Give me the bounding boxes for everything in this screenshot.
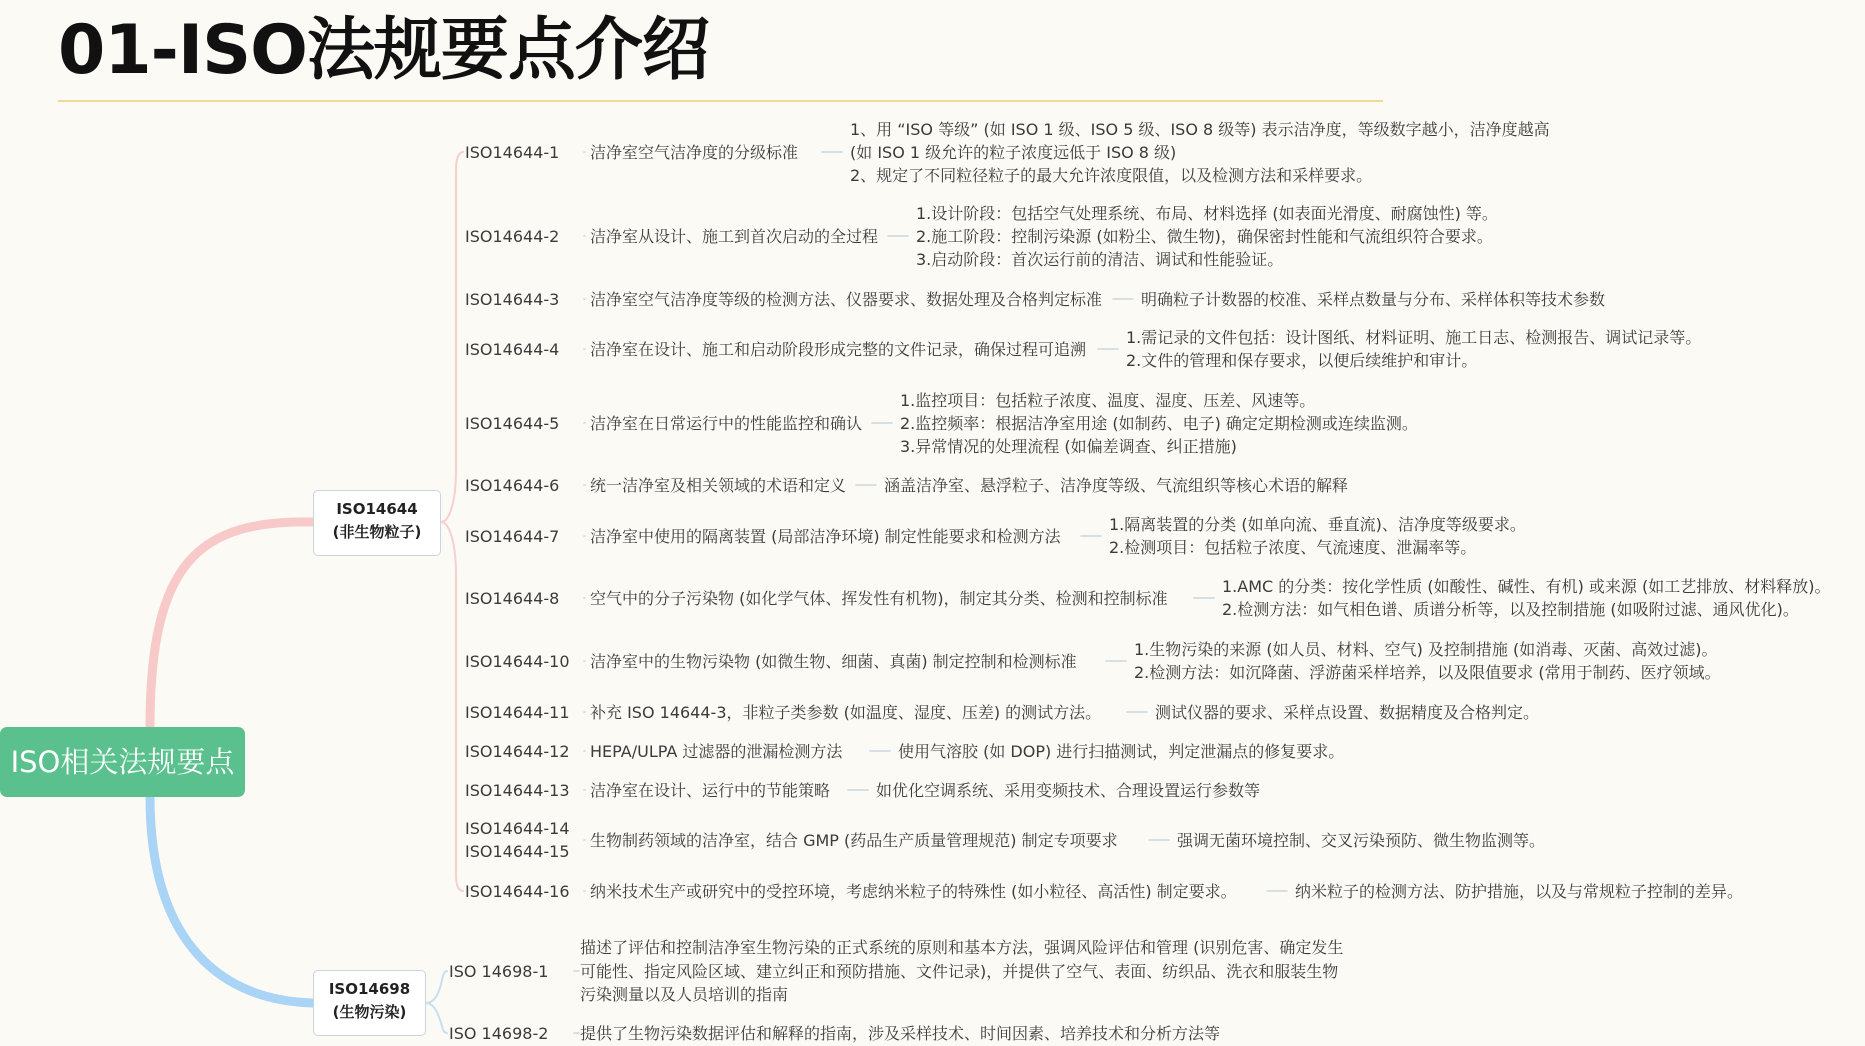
iso-details (1141, 288, 1605, 311)
iso-description: 洁净室从设计、施工到首次启动的全过程 (590, 226, 879, 246)
iso-code (465, 740, 570, 763)
iso-details (1295, 880, 1743, 903)
text-line: 明确粒子计数器的校准、采样点数量与分布、采样体积等技术参数 (1141, 289, 1606, 309)
iso-details (876, 779, 1260, 802)
iso-code (465, 412, 559, 435)
branch-root-iso14644 (150, 522, 313, 727)
text-line: 测试仪器的要求、采样点设置、数据精度及合格判定。 (1155, 702, 1540, 722)
iso-description: 提供了生物污染数据评估和解释的指南，涉及采样技术、时间因素、培养技术和分析方法等 (580, 1023, 1221, 1043)
iso-description: 洁净室中使用的隔离装置 (局部洁净环境) 制定性能要求和检测方法 (590, 526, 1061, 546)
iso-details (1155, 701, 1539, 724)
text-line: ISO 14698-1 (449, 961, 549, 981)
category-title: ISO14698 (328, 980, 411, 998)
iso-code (465, 587, 559, 610)
category-subtitle: (生物污染) (332, 1003, 407, 1021)
category-node-iso14698[interactable] (313, 970, 426, 1036)
text-line: ISO14644-4 (465, 339, 560, 359)
spine-iso14644-down (441, 522, 463, 891)
page-title: 01-ISO法规要点介绍 (58, 11, 709, 90)
iso-details (1126, 326, 1701, 372)
text-line: 2.检测方法：如沉降菌、浮游菌采样培养，以及限值要求 (常用于制药、医疗领域。 (1134, 663, 1721, 682)
spine-iso14644-up (441, 152, 463, 522)
iso-description: 洁净室在设计、运行中的节能策略 (590, 780, 831, 800)
iso-details (916, 202, 1498, 271)
category-title: ISO14644 (336, 500, 418, 518)
iso-description: 描述了评估和控制洁净室生物污染的正式系统的原则和基本方法，强调风险评估和管理 (识别危害、确定发生可能性、指定风险区域、建立纠正和预防措施、文件记录)，并提供了空气、表面、纺织品、洗衣和服装生物污染测量以及人员培训的指南 (580, 938, 1344, 1004)
text-line: 涵盖洁净室、悬浮粒子、洁净度等级、气流组织等核心术语的解释 (884, 475, 1349, 495)
iso-code (465, 525, 559, 548)
iso-code (465, 338, 559, 361)
text-line: ISO14644-13 (465, 780, 570, 800)
iso-details (850, 118, 1550, 187)
branch-root-iso14698 (150, 797, 313, 1003)
text-line: 强调无菌环境控制、交叉污染预防、微生物监测等。 (1177, 830, 1546, 850)
text-line: 2、规定了不同粒径粒子的最大允许浓度限值，以及检测方法和采样要求。 (850, 165, 1373, 185)
iso-description: 纳米技术生产或研究中的受控环境，考虑纳米粒子的特殊性 (如小粒径、高活性) 制定要求。 (590, 881, 1237, 901)
text-line: ISO 14698-2 (449, 1023, 549, 1043)
iso-description: 统一洁净室及相关领域的术语和定义 (590, 475, 847, 495)
iso-details (898, 740, 1344, 763)
text-line: 1.AMC 的分类：按化学性质 (如酸性、碱性、有机) 或来源 (如工艺排放、材料释放)。 (1222, 577, 1831, 596)
iso-details (1134, 638, 1721, 684)
text-line: 1.生物污染的来源 (如人员、材料、空气) 及控制措施 (如消毒、灭菌、高效过滤)。 (1134, 640, 1718, 659)
text-line: ISO14644-7 (465, 526, 560, 546)
iso-details (884, 474, 1348, 497)
iso-details (1222, 575, 1831, 621)
iso-description: 生物制药领域的洁净室，结合 GMP (药品生产质量管理规范) 制定专项要求 (590, 830, 1118, 850)
spine-iso14698-down (426, 1003, 447, 1033)
iso-description: 空气中的分子污染物 (如化学气体、挥发性有机物)，制定其分类、检测和控制标准 (590, 588, 1168, 608)
iso-description: 洁净室在日常运行中的性能监控和确认 (590, 413, 863, 433)
text-line: ISO14644-10 (465, 651, 570, 671)
text-line: ISO14644-8 (465, 588, 560, 608)
text-line: 2.检测方法：如气相色谱、质谱分析等，以及控制措施 (如吸附过滤、通风优化)。 (1222, 600, 1799, 619)
iso-details (1109, 513, 1526, 559)
text-line: 1.需记录的文件包括：设计图纸、材料证明、施工日志、检测报告、调试记录等。 (1126, 328, 1702, 347)
text-line: 使用气溶胶 (如 DOP) 进行扫描测试，判定泄漏点的修复要求。 (898, 741, 1345, 761)
text-line: 2.文件的管理和保存要求，以便后续维护和审计。 (1126, 351, 1478, 370)
text-line: 3.启动阶段：首次运行前的清洁、调试和性能验证。 (916, 249, 1284, 269)
text-line: ISO14644-12 (465, 741, 570, 761)
iso-description: 补充 ISO 14644-3，非粒子类参数 (如温度、湿度、压差) 的测试方法。 (590, 702, 1102, 722)
text-line: 2.检测项目：包括粒子浓度、气流速度、泄漏率等。 (1109, 538, 1477, 557)
iso-code (465, 225, 559, 248)
iso-description: 洁净室中的生物污染物 (如微生物、细菌、真菌) 制定控制和检测标准 (590, 651, 1077, 671)
text-line: 2.施工阶段：控制污染源 (如粉尘、微生物)，确保密封性能和气流组织符合要求。 (916, 226, 1493, 246)
category-subtitle: (非生物粒子) (332, 523, 422, 541)
iso-description: 洁净室空气洁净度等级的检测方法、仪器要求、数据处理及合格判定标准 (590, 289, 1103, 309)
text-line: (如 ISO 1 级允许的粒子浓度远低于 ISO 8 级) (850, 142, 1177, 162)
text-line: 1.监控项目：包括粒子浓度、温度、湿度、压差、风速等。 (900, 390, 1316, 410)
text-line: 1.设计阶段：包括空气处理系统、布局、材料选择 (如表面光滑度、耐腐蚀性) 等。 (916, 203, 1498, 223)
iso-code (465, 288, 559, 311)
iso-description: 洁净室空气洁净度的分级标准 (590, 142, 799, 162)
iso-code (449, 1022, 548, 1045)
iso-code (465, 141, 559, 164)
iso-details (900, 389, 1418, 458)
iso-description: 洁净室在设计、施工和启动阶段形成完整的文件记录，确保过程可追溯 (590, 339, 1087, 359)
text-line: ISO14644-3 (465, 289, 560, 309)
text-line: ISO14644-6 (465, 475, 560, 495)
text-line: 如优化空调系统、采用变频技术、合理设置运行参数等 (876, 780, 1261, 800)
iso-details (1177, 829, 1545, 852)
spine-iso14698-up (426, 971, 447, 1003)
category-node-iso14644[interactable] (313, 490, 441, 556)
text-line: 3.异常情况的处理流程 (如偏差调查、纠正措施) (900, 436, 1237, 456)
iso-code (465, 779, 570, 802)
text-line: 2.监控频率：根据洁净室用途 (如制药、电子) 确定定期检测或连续监测。 (900, 413, 1418, 433)
root-node[interactable]: ISO相关法规要点 (0, 727, 245, 797)
iso-code (465, 650, 570, 673)
text-line: 1.隔离装置的分类 (如单向流、垂直流)、洁净度等级要求。 (1109, 515, 1526, 534)
text-line: ISO14644-2 (465, 226, 560, 246)
iso-code (465, 474, 559, 497)
text-line: ISO14644-16 (465, 881, 570, 901)
iso-code (449, 960, 548, 983)
text-line: ISO14644-15 (465, 842, 570, 861)
text-line: ISO14644-1 (465, 142, 560, 162)
iso-code (465, 880, 570, 903)
text-line: 纳米粒子的检测方法、防护措施，以及与常规粒子控制的差异。 (1295, 881, 1744, 901)
iso-description: HEPA/ULPA 过滤器的泄漏检测方法 (590, 741, 843, 761)
iso-code (465, 701, 570, 724)
text-line: ISO14644-11 (465, 702, 570, 722)
text-line: ISO14644-5 (465, 413, 560, 433)
iso-code (465, 817, 570, 863)
text-line: 1、用 “ISO 等级” (如 ISO 1 级、ISO 5 级、ISO 8 级等) 表示洁净度，等级数字越小，洁净度越高 (850, 119, 1550, 139)
text-line: ISO14644-14 (465, 819, 570, 838)
